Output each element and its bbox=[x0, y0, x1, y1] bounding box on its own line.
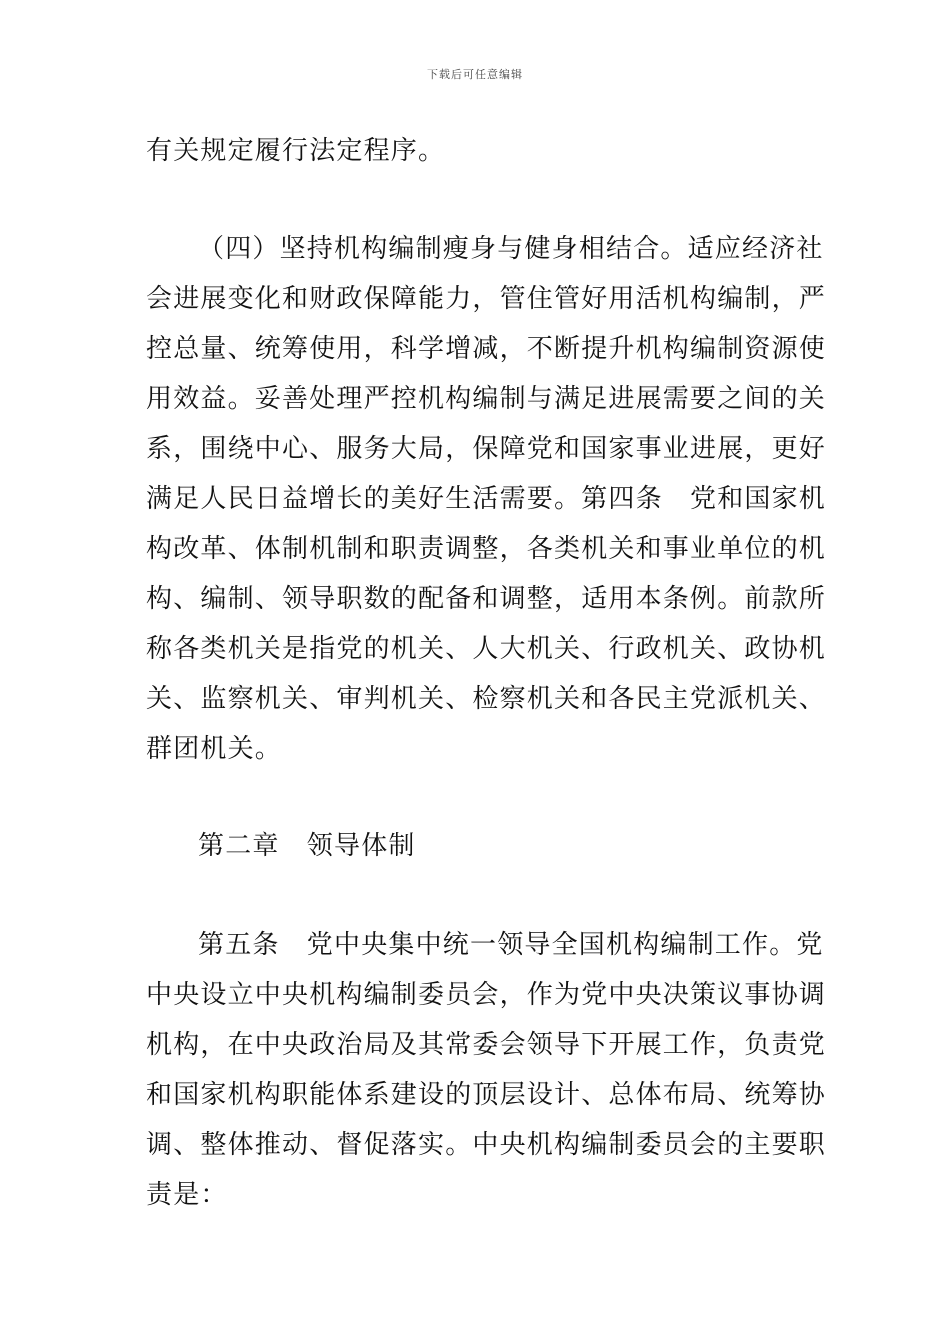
body-line: 构改革、体制机制和职责调整，各类机关和事业单位的机 bbox=[146, 534, 827, 564]
body-line: 机构，在中央政治局及其常委会领导下开展工作，负责党 bbox=[146, 1030, 827, 1060]
body-line: 有关规定履行法定程序。 bbox=[146, 136, 446, 166]
body-line: （四）坚持机构编制瘦身与健身相结合。适应经济社 bbox=[198, 234, 824, 264]
body-line: 和国家机构职能体系建设的顶层设计、总体布局、统筹协 bbox=[146, 1080, 827, 1110]
body-line: 控总量、统筹使用，科学增减，不断提升机构编制资源使 bbox=[146, 334, 827, 364]
body-line: 满足人民日益增长的美好生活需要。第四条 党和国家机 bbox=[146, 484, 827, 514]
header-note: 下载后可任意编辑 bbox=[427, 68, 523, 81]
body-line: 责是： bbox=[146, 1180, 228, 1210]
body-line: 第五条 党中央集中统一领导全国机构编制工作。党 bbox=[198, 930, 824, 960]
body-line: 会进展变化和财政保障能力，管住管好用活机构编制，严 bbox=[146, 284, 827, 314]
body-line: 构、编制、领导职数的配备和调整，适用本条例。前款所 bbox=[146, 584, 827, 614]
body-line: 称各类机关是指党的机关、人大机关、行政机关、政协机 bbox=[146, 634, 827, 664]
chapter-heading: 第二章 领导体制 bbox=[198, 831, 416, 861]
body-line: 群团机关。 bbox=[146, 734, 283, 764]
body-line: 用效益。妥善处理严控机构编制与满足进展需要之间的关 bbox=[146, 384, 827, 414]
body-line: 系，围绕中心、服务大局，保障党和国家事业进展，更好 bbox=[146, 434, 827, 464]
body-line: 调、整体推动、督促落实。中央机构编制委员会的主要职 bbox=[146, 1130, 827, 1160]
body-line: 关、监察机关、审判机关、检察机关和各民主党派机关、 bbox=[146, 684, 827, 714]
body-line: 中央设立中央机构编制委员会，作为党中央决策议事协调 bbox=[146, 980, 827, 1010]
